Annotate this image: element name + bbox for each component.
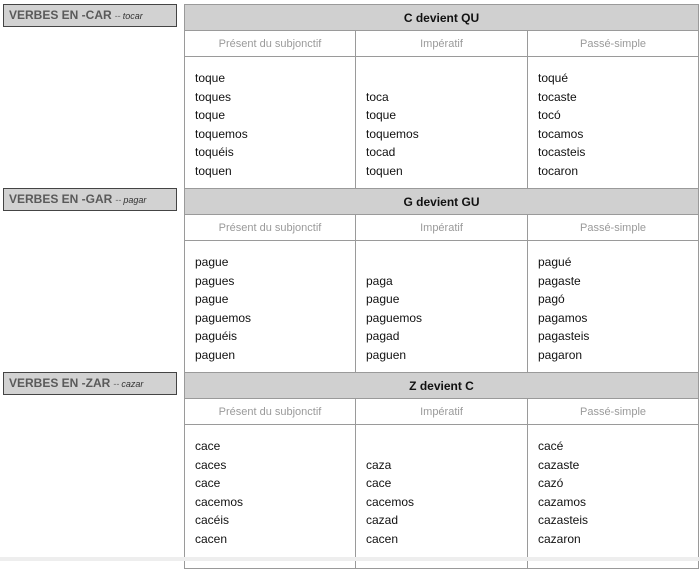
form: cace [195,439,221,453]
form: toquen [366,163,403,178]
form: pague [195,255,229,269]
cell-passe-simple [528,57,699,201]
form [366,253,527,272]
form: pagaron [538,347,583,362]
form: tocad [366,145,396,160]
col-header-imperatif: Impératif [356,215,528,241]
col-header-imperatif: Impératif [356,31,528,57]
form: tocasteis [538,145,586,160]
form: pagamos [538,310,588,325]
form: toquen [195,163,232,178]
rule-header: G devient GU [185,189,699,215]
col-header-subjonctif: Présent du subjonctif [185,31,356,57]
example-verb: pagar [123,195,147,205]
form: cace [366,476,392,491]
form: pague [366,292,400,307]
example-verb: cazar [121,379,144,389]
form: toquemos [366,126,419,141]
form: cazaron [538,531,581,546]
form: paguemos [195,310,252,325]
cell-passe-simple [528,241,699,385]
form: toquemos [195,126,248,141]
verb-group-label [3,4,177,27]
form: cacen [195,531,228,546]
form: paguen [366,347,407,362]
form: cacemos [195,494,244,509]
cell-passe-simple [528,425,699,569]
verb-group-label [3,188,177,211]
col-header-subjonctif: Présent du subjonctif [185,215,356,241]
form: paga [366,273,393,288]
form [366,69,527,88]
cell-subjonctif [185,425,356,569]
example-verb: tocar [122,11,143,21]
cell-subjonctif [185,241,356,385]
separator: -- [113,379,120,389]
form: tocaron [538,163,579,178]
form: toca [366,89,389,104]
form: toque [366,108,397,123]
cell-imperatif [356,241,528,385]
form: pagues [195,273,235,288]
form: paguemos [366,310,423,325]
rule-header: Z devient C [185,373,699,399]
form: tocamos [538,126,584,141]
form: cacéis [195,513,230,528]
col-header-subjonctif: Présent du subjonctif [185,399,356,425]
form: cazad [366,513,399,528]
form: toques [195,89,232,104]
separator: -- [115,195,122,205]
form: toque [195,108,226,123]
form: tocó [538,108,561,123]
cell-imperatif [356,57,528,201]
conjugation-table [184,4,699,201]
form: pagué [538,255,572,269]
verb-group-title: VERBES EN -CAR [9,8,112,22]
form: cacé [538,439,564,453]
col-header-passe-simple: Passé-simple [528,31,699,57]
col-header-imperatif: Impératif [356,399,528,425]
form: pague [195,292,229,307]
form: pagaste [538,273,581,288]
form: paguen [195,347,236,362]
cell-imperatif [356,425,528,569]
form: cazaste [538,457,580,472]
form: cacemos [366,494,415,509]
verb-group-title: VERBES EN -GAR [9,192,113,206]
form: pagasteis [538,329,590,344]
form: pagad [366,329,400,344]
col-header-passe-simple: Passé-simple [528,399,699,425]
form: cazamos [538,494,587,509]
form: cace [195,476,221,491]
form: toqué [538,71,569,85]
conjugation-table [184,372,699,569]
form: pagó [538,292,565,307]
form: caza [366,457,392,472]
verb-group-label [3,372,177,395]
bottom-scroll-strip [0,557,700,561]
col-header-passe-simple: Passé-simple [528,215,699,241]
form: cazó [538,476,564,491]
form: toquéis [195,145,234,160]
form: caces [195,457,227,472]
separator: -- [114,11,121,21]
cell-subjonctif [185,57,356,201]
form: toque [195,71,226,85]
form: cacen [366,531,399,546]
conjugation-table [184,188,699,385]
form: tocaste [538,89,577,104]
form: cazasteis [538,513,589,528]
form: paguéis [195,329,238,344]
verb-group-title: VERBES EN -ZAR [9,376,111,390]
form [366,437,527,456]
rule-header: C devient QU [185,5,699,31]
